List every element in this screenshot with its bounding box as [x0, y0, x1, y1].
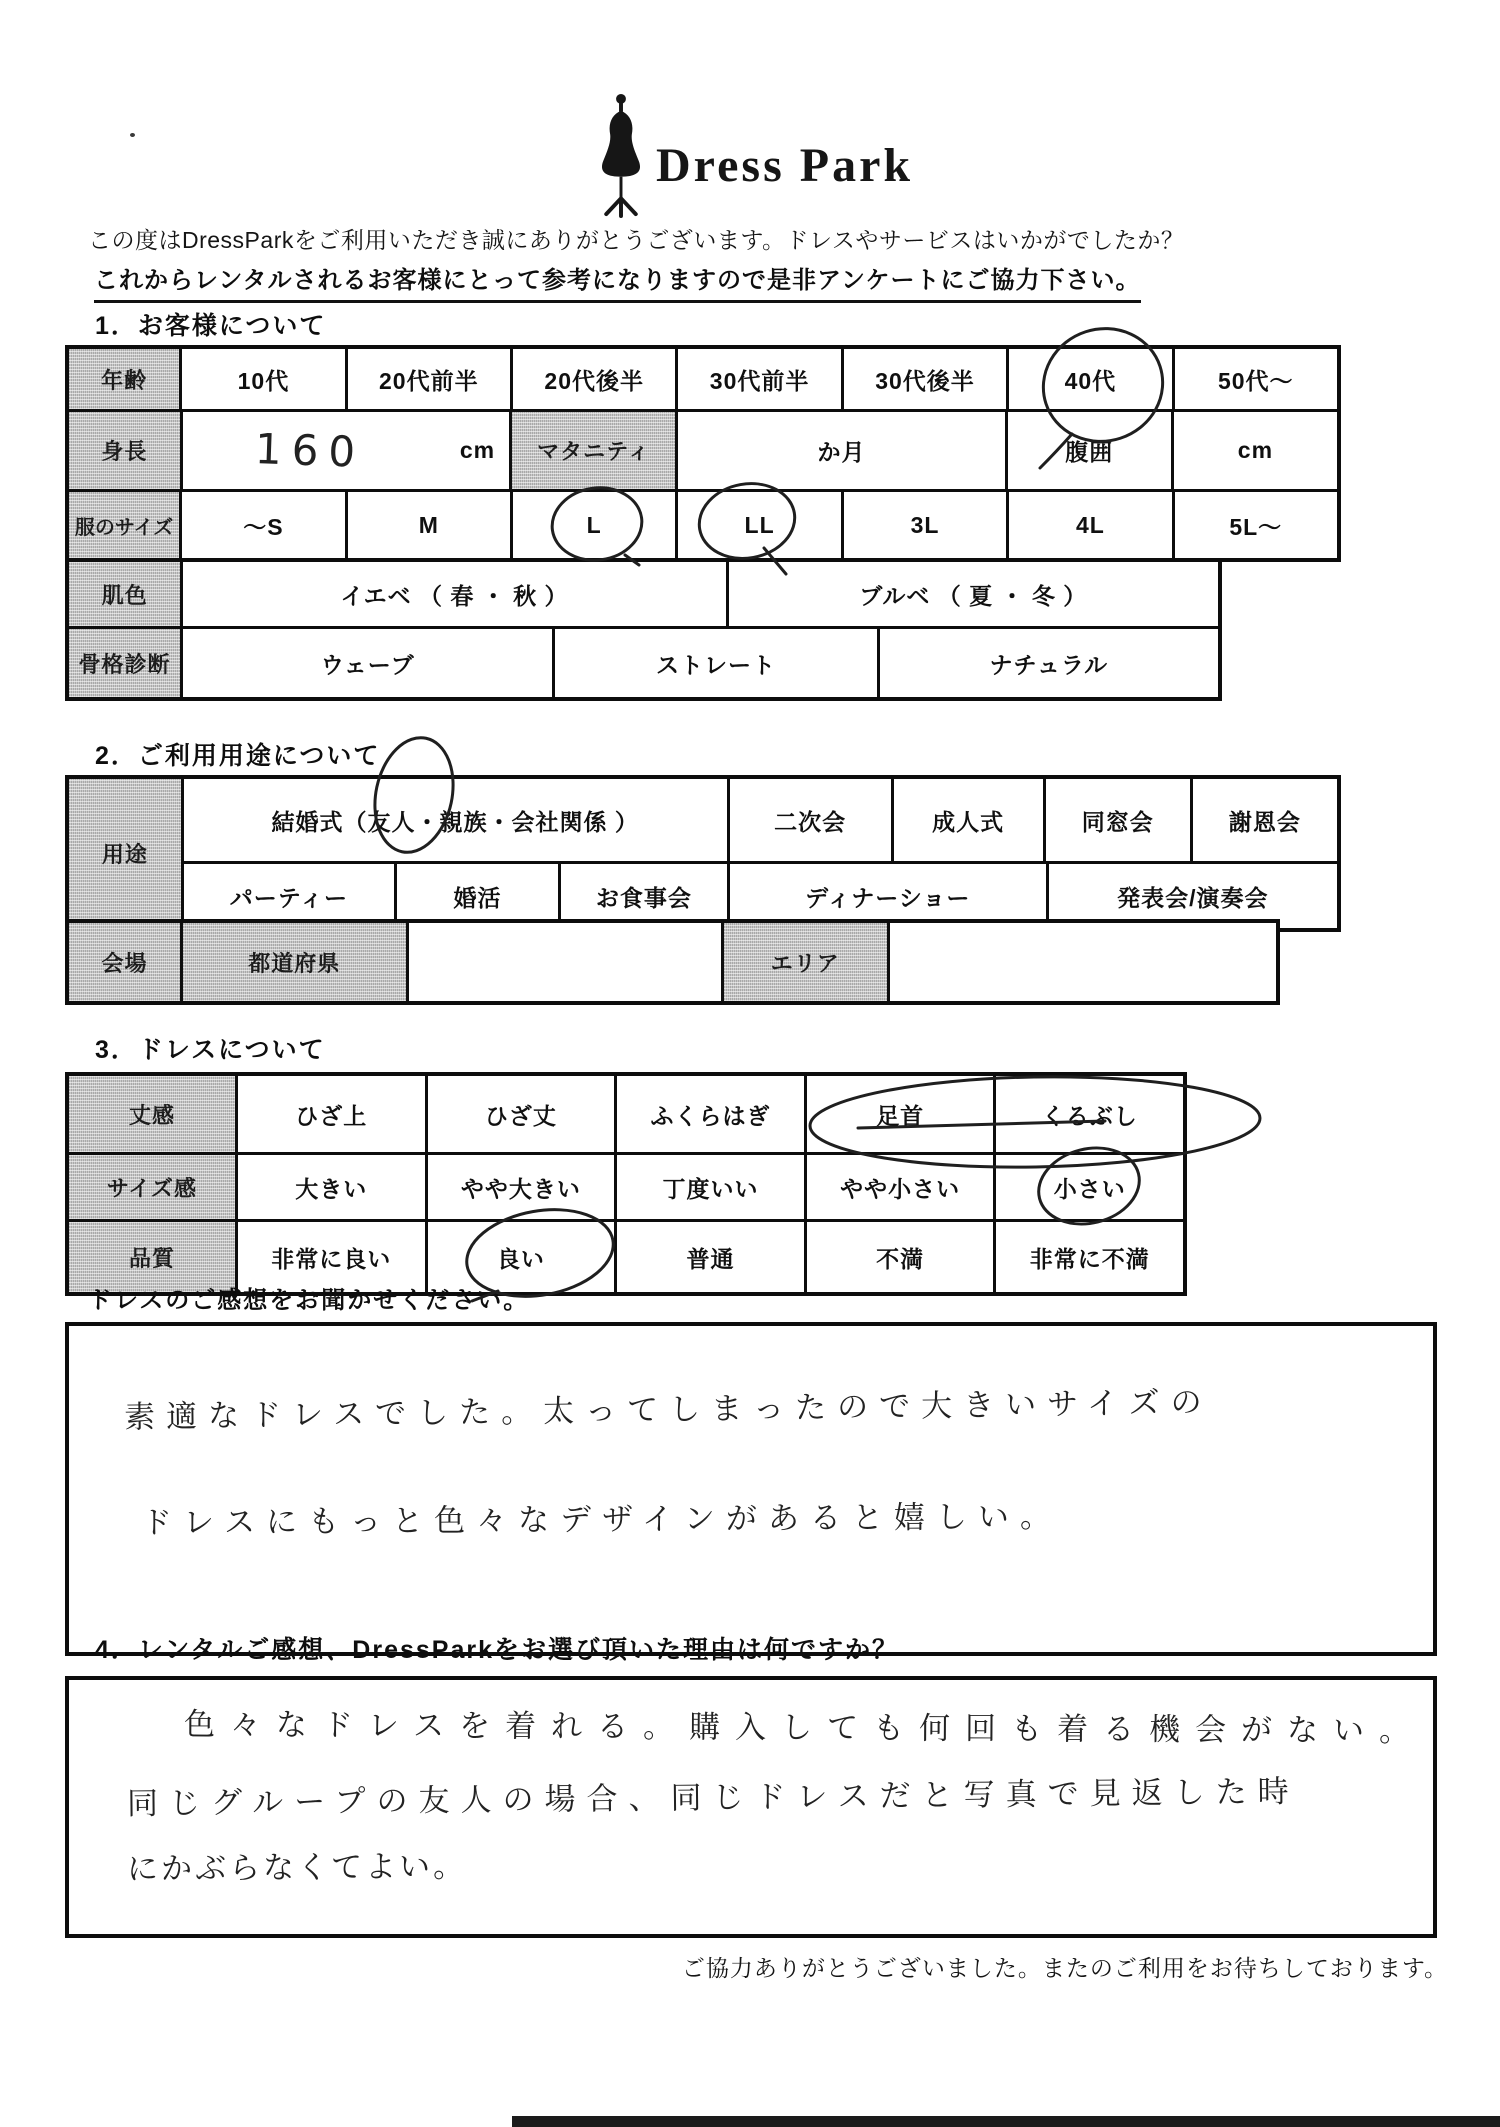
dress-table [65, 1072, 1187, 1296]
waist-unit-cell: cm [1171, 412, 1337, 489]
quality-option-very-dissatisfied: 非常に不満 [993, 1222, 1183, 1292]
length-option-anklebone: くるぶし [993, 1076, 1183, 1152]
fit-option-big: 大きい [235, 1155, 425, 1219]
fit-option-small: 小さい [993, 1155, 1183, 1219]
skin-tone-row [69, 562, 1218, 626]
purpose-option-dinner-meal: お食事会 [558, 864, 727, 928]
dress-fit-row [69, 1152, 1183, 1219]
rental-comment-line-1: 色々なドレスを着れる。購入しても何回も着る機会がない。 [183, 1706, 1426, 1750]
dress-comment-line-1: 素適なドレスでした。太ってしまったので大きいサイズの [123, 1384, 1213, 1436]
wedding-prefix: 結婚式（ [271, 808, 368, 835]
rental-comment-box [65, 1676, 1437, 1938]
skin-tone-row-label: 肌色 [69, 562, 180, 626]
size-option-m: M [345, 492, 510, 558]
purpose-option-dinner-show: ディナーショー [727, 864, 1046, 928]
purpose-table [65, 775, 1341, 932]
age-row-label: 年齢 [69, 349, 179, 409]
age-option-40s: 40代 [1006, 349, 1171, 409]
dress-comment-line-2: ドレスにもっと色々なデザインがあると嬉しい。 [140, 1498, 1063, 1542]
length-option-knee: ひざ丈 [425, 1076, 615, 1152]
dress-length-row [69, 1076, 1183, 1152]
skin-option-yellow-base: イエベ （ 春 ・ 秋 ） [180, 562, 725, 626]
section3-heading: 3．ドレスについて [95, 1036, 326, 1064]
length-row-label: 丈感 [69, 1076, 235, 1152]
wedding-suffix: ・親族・会社関係 ） [415, 808, 639, 835]
purpose-option-recital: 発表会/演奏会 [1046, 864, 1337, 928]
size-option-4l: 4L [1006, 492, 1171, 558]
quality-row-label: 品質 [69, 1222, 235, 1292]
height-value-cell [180, 412, 509, 489]
wedding-circled-friend: 友人 [367, 808, 416, 835]
age-row [69, 349, 1337, 409]
clothing-size-row-label: 服のサイズ [69, 492, 179, 558]
purpose-option-coming-of-age: 成人式 [891, 779, 1043, 861]
age-option-early-30s: 30代前半 [675, 349, 840, 409]
section4-heading: 4．レンタルご感想、DressParkをお選び頂いた理由は何ですか？ [95, 1636, 899, 1664]
size-option-ll: LL [675, 492, 840, 558]
skeleton-option-straight: ストレート [552, 629, 876, 697]
size-option-3l: 3L [841, 492, 1006, 558]
size-option-5l: 5L～ [1172, 492, 1337, 558]
age-option-10s: 10代 [179, 349, 344, 409]
maternity-months-cell: か月 [675, 412, 1004, 489]
skeleton-row-label: 骨格診断 [69, 629, 180, 697]
size-option-l: L [510, 492, 675, 558]
dress-comment-box [65, 1322, 1437, 1656]
venue-area-label: エリア [721, 923, 887, 1001]
age-option-late-30s: 30代後半 [841, 349, 1006, 409]
venue-row [69, 923, 1276, 1001]
purpose-row-1 [184, 779, 1337, 861]
rental-comment-line-3: にかぶらなくてよい。 [126, 1848, 468, 1888]
skin-option-blue-base: ブルベ （ 夏 ・ 冬 ） [726, 562, 1218, 626]
venue-area-blank-cell [887, 923, 1276, 1001]
purpose-option-party: パーティー [229, 884, 348, 911]
fit-row-label: サイズ感 [69, 1155, 235, 1219]
logo-text: Dress Park [656, 138, 914, 192]
clothing-size-row [69, 489, 1337, 558]
fit-option-just-right: 丁度いい [614, 1155, 804, 1219]
footer-thanks-text: ご協力ありがとうございました。またのご利用をお待ちしております。 [681, 1955, 1448, 1981]
venue-table [65, 919, 1280, 1005]
height-row [69, 409, 1337, 489]
rental-comment-line-2: 同じグループの友人の場合、同じドレスだと写真で見返した時 [126, 1773, 1300, 1823]
intro-line-1: この度はDressParkをご利用いただき誠にありがとうございます。ドレスやサービスはいかがでしたか？ [88, 227, 1185, 253]
customer-table-bottom [65, 558, 1222, 701]
length-option-calf: ふくらはぎ [614, 1076, 804, 1152]
section1-heading: 1．お客様について [95, 312, 327, 340]
section2-heading: 2．ご利用用途について [95, 742, 381, 770]
scan-artifact-bar [512, 2116, 1500, 2127]
skeleton-option-wave: ウェーブ [180, 629, 552, 697]
scan-speckle [130, 133, 135, 137]
age-option-early-20s: 20代前半 [345, 349, 510, 409]
quality-option-very-good: 非常に良い [235, 1222, 425, 1292]
size-option-s: ～S [179, 492, 344, 558]
fit-option-slightly-big: やや大きい [425, 1155, 615, 1219]
skeleton-row [69, 626, 1218, 697]
purpose-row-label: 用途 [69, 779, 181, 928]
skeleton-option-natural: ナチュラル [877, 629, 1218, 697]
logo [590, 92, 913, 220]
age-option-50s: 50代～ [1172, 349, 1337, 409]
quality-option-good: 良い [425, 1222, 615, 1292]
venue-prefecture-label: 都道府県 [180, 923, 406, 1001]
height-handwritten-value: 160 [253, 424, 366, 477]
quality-option-normal: 普通 [614, 1222, 804, 1292]
dress-comment-prompt: ドレスのご感想をお聞かせください。 [88, 1287, 530, 1314]
intro-line-2: これからレンタルされるお客様にとって参考になりますので是非アンケートにご協力下さい。 [94, 260, 1141, 303]
length-option-ankle: 足首 [804, 1076, 994, 1152]
purpose-option-afterparty: 二次会 [727, 779, 891, 861]
purpose-row-2 [184, 861, 1337, 928]
length-option-above-knee: ひざ上 [235, 1076, 425, 1152]
customer-table-top [65, 345, 1341, 562]
purpose-option-wedding [184, 779, 727, 861]
venue-prefecture-blank-cell [406, 923, 721, 1001]
purpose-option-konkatsu: 婚活 [394, 864, 558, 928]
waist-label-cell: 腹囲 [1005, 412, 1171, 489]
age-option-late-20s: 20代後半 [510, 349, 675, 409]
purpose-option-reunion: 同窓会 [1043, 779, 1190, 861]
height-unit-label: cm [459, 437, 496, 463]
fit-option-slightly-small: やや小さい [804, 1155, 994, 1219]
purpose-option-thanks-party: 謝恩会 [1190, 779, 1337, 861]
height-row-label: 身長 [69, 412, 180, 489]
maternity-label-cell: マタニティ [509, 412, 675, 489]
venue-row-label: 会場 [69, 923, 180, 1001]
quality-option-dissatisfied: 不満 [804, 1222, 994, 1292]
dress-form-logo-icon [590, 92, 652, 220]
